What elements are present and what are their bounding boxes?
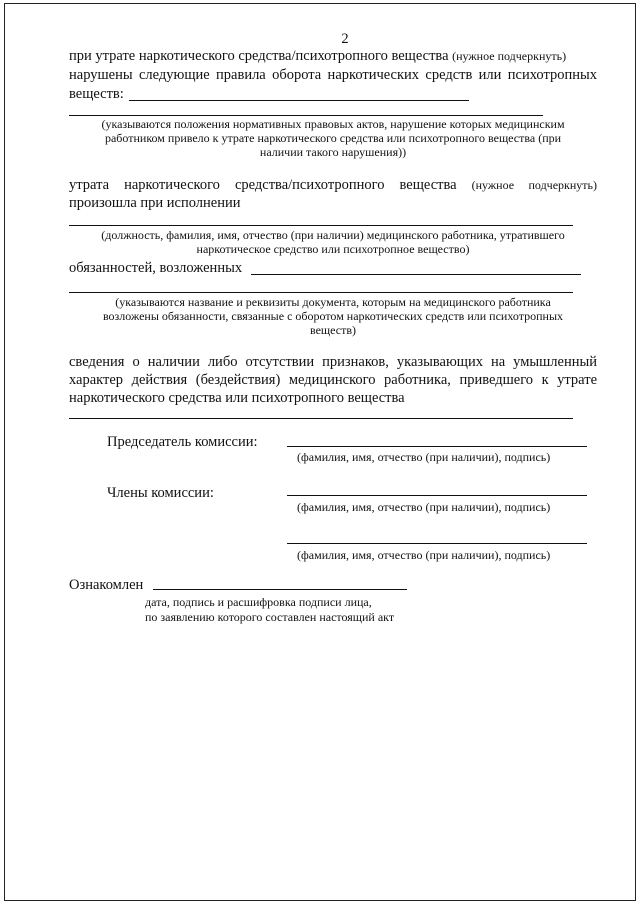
s2-fill-line-b[interactable]	[251, 274, 581, 275]
members-label: Члены комиссии:	[107, 485, 214, 501]
s2-line3: обязанностей, возложенных	[69, 260, 243, 276]
acknowledged-caption-2: по заявлению которого составлен настоящий акт	[145, 610, 395, 624]
s2-caption2-2: возложены обязанности, связанные с оборотом наркотических средств или психотропных	[102, 309, 564, 323]
s2-caption-1: (должность, фамилия, имя, отчество (при наличии) медицинского работника, утратившего	[101, 228, 565, 242]
s3-line1: сведения о наличии либо отсутствии признаков, указывающих на умышленный	[69, 354, 597, 370]
s2-caption2-1: (указываются название и реквизиты документа, которым на медицинского работника	[115, 295, 551, 309]
s2-fill-line-c[interactable]	[69, 292, 573, 293]
s3-line3: наркотического средства или психотропного вещества	[69, 390, 405, 406]
chairman-signature-line[interactable]	[287, 446, 587, 447]
s2-line1-note: (нужное подчеркнуть)	[471, 178, 598, 192]
s2-caption-2: наркотическое средство или психотропное вещество)	[196, 242, 470, 256]
member1-signature-line[interactable]	[287, 495, 587, 496]
member2-signature-line[interactable]	[287, 543, 587, 544]
s1-caption-3: наличии такого нарушения))	[259, 145, 407, 159]
chairman-caption: (фамилия, имя, отчество (при наличии), подпись)	[297, 450, 551, 464]
s2-line1	[69, 177, 597, 193]
s1-line1-main: при утрате наркотического средства/психотропного вещества	[69, 48, 449, 64]
s1-caption-1: (указываются положения нормативных правовых актов, нарушение которых медицинским	[101, 117, 565, 131]
s1-line1	[69, 48, 597, 64]
member1-caption: (фамилия, имя, отчество (при наличии), подпись)	[297, 500, 551, 514]
chairman-label: Председатель комиссии:	[107, 434, 258, 450]
acknowledged-signature-line[interactable]	[153, 589, 407, 590]
page-number: 2	[341, 31, 349, 47]
s2-line1-main: утрата наркотического средства/психотропного вещества	[69, 177, 457, 193]
s1-caption-2: работником привело к утрате наркотического средства или психотропного вещества (при	[104, 131, 562, 145]
s2-line2: произошла при исполнении	[69, 195, 241, 211]
s3-fill-line[interactable]	[69, 418, 573, 419]
acknowledged-label: Ознакомлен	[69, 577, 144, 593]
s2-fill-line-a[interactable]	[69, 225, 573, 226]
s1-fill-line-b[interactable]	[69, 115, 543, 116]
s3-line2: характер действия (бездействия) медицинского работника, приведшего к утрате	[69, 372, 597, 388]
s1-line3: веществ:	[69, 86, 124, 102]
s1-fill-line-a[interactable]	[129, 100, 469, 101]
s1-line2: нарушены следующие правила оборота наркотических средств или психотропных	[69, 67, 597, 83]
acknowledged-caption-1: дата, подпись и расшифровка подписи лица,	[145, 595, 372, 609]
s2-caption2-3: веществ)	[309, 323, 357, 337]
document-page	[4, 3, 636, 901]
member2-caption: (фамилия, имя, отчество (при наличии), подпись)	[297, 548, 551, 562]
s1-line1-note: (нужное подчеркнуть)	[452, 49, 567, 63]
